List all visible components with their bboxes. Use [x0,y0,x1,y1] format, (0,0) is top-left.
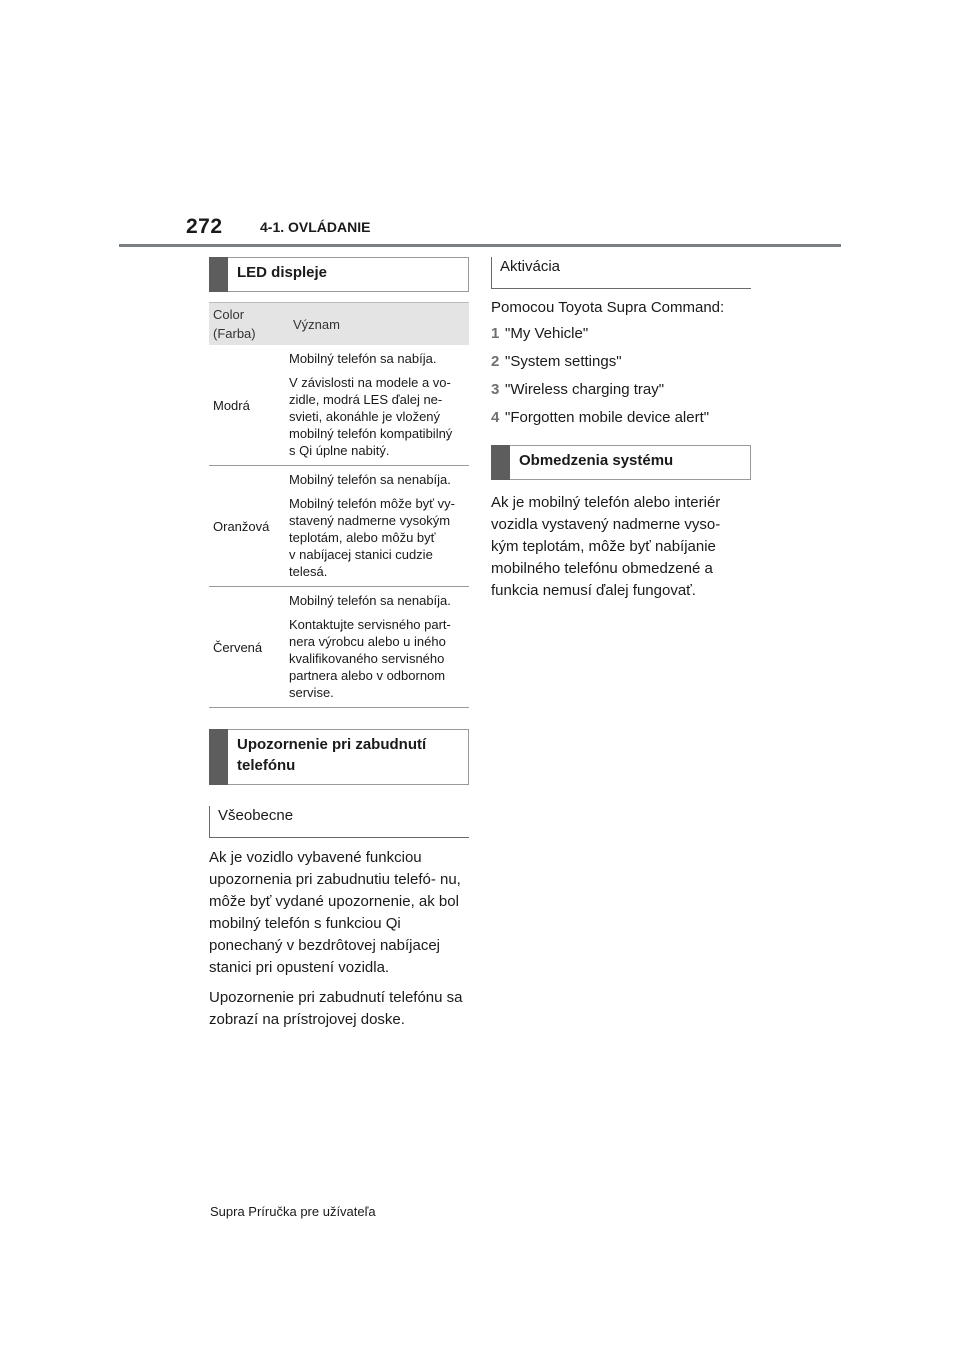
meaning-line: V závislosti na modele a vo- zidle, modrá LES ďalej ne- svieti, akonáhle je vložený mobilný telefón kompatibilný s Qi úplne nabitý. [289,375,453,458]
list-item [491,351,751,373]
step-text: "Forgotten mobile device alert" [505,409,710,426]
meaning-line: Mobilný telefón sa nabíja. [289,351,437,366]
table-row [209,466,469,587]
step-text: "System settings" [505,353,622,370]
page-number: 272 [186,215,223,238]
meaning-cell [283,345,469,466]
list-item [491,323,751,345]
led-displays-heading: LED displeje [209,257,469,292]
color-cell: Červená [209,587,283,708]
chapter-title: 4-1. OVLÁDANIE [260,219,371,235]
led-color-table [209,302,469,708]
activation-steps [491,323,751,429]
footer-manual-title: Supra Príručka pre užívateľa [210,1204,376,1219]
table-row [209,587,469,708]
step-number: 1 [491,325,500,342]
system-limits-text: Ak je mobilný telefón alebo interiér vozidla vystavený nadmerne vyso- kým teplotám, môže byť nabíjanie mobilného telefónu obmedzené a funkcia nemusí ďalej fungovať. [491,494,721,599]
general-subheading: Všeobecne [209,806,469,838]
meaning-line: Mobilný telefón môže byť vy- stavený nadmerne vysokým teplotám, alebo môžu byť v nabíjacej stanici cudzie telesá. [289,496,455,579]
table-header-row [209,303,469,346]
right-column [491,257,751,602]
meaning-line: Mobilný telefón sa nenabíja. [289,472,451,487]
step-text: "Wireless charging tray" [505,381,665,398]
activation-intro: Pomocou Toyota Supra Command: [491,299,725,316]
color-cell: Modrá [209,345,283,466]
general-body [209,847,469,1031]
step-number: 3 [491,381,500,398]
system-limits-heading: Obmedzenia systému [491,445,751,480]
meaning-line: Mobilný telefón sa nenabíja. [289,593,451,608]
left-column [209,257,469,1031]
list-item [491,407,751,429]
step-text: "My Vehicle" [505,325,589,342]
meaning-line: Kontaktujte servisného part- nera výrobcu alebo u iného kvalifikovaného servisného partnera alebo v odbornom servise. [289,617,451,700]
step-number: 4 [491,409,500,426]
meaning-cell [283,587,469,708]
list-item [491,379,751,401]
meaning-cell [283,466,469,587]
forgotten-phone-alert-heading: Upozornenie pri zabudnutí telefónu [209,729,469,785]
activation-subheading: Aktivácia [491,257,751,289]
meaning-column-header: Význam [283,303,469,346]
color-column-header: Color (Farba) [209,303,283,346]
paragraph: Ak je vozidlo vybavené funkciou upozornenia pri zabudnutiu telefó- nu, môže byť vydané upozornenie, ak bol mobilný telefón s funkciou Qi ponechaný v bezdrôtovej nabíjacej stanici pri opustení vozidla. [209,849,461,976]
table-row [209,345,469,466]
header-rule [119,244,841,247]
paragraph: Upozornenie pri zabudnutí telefónu sa zobrazí na prístrojovej doske. [209,989,463,1028]
color-cell: Oranžová [209,466,283,587]
step-number: 2 [491,353,500,370]
